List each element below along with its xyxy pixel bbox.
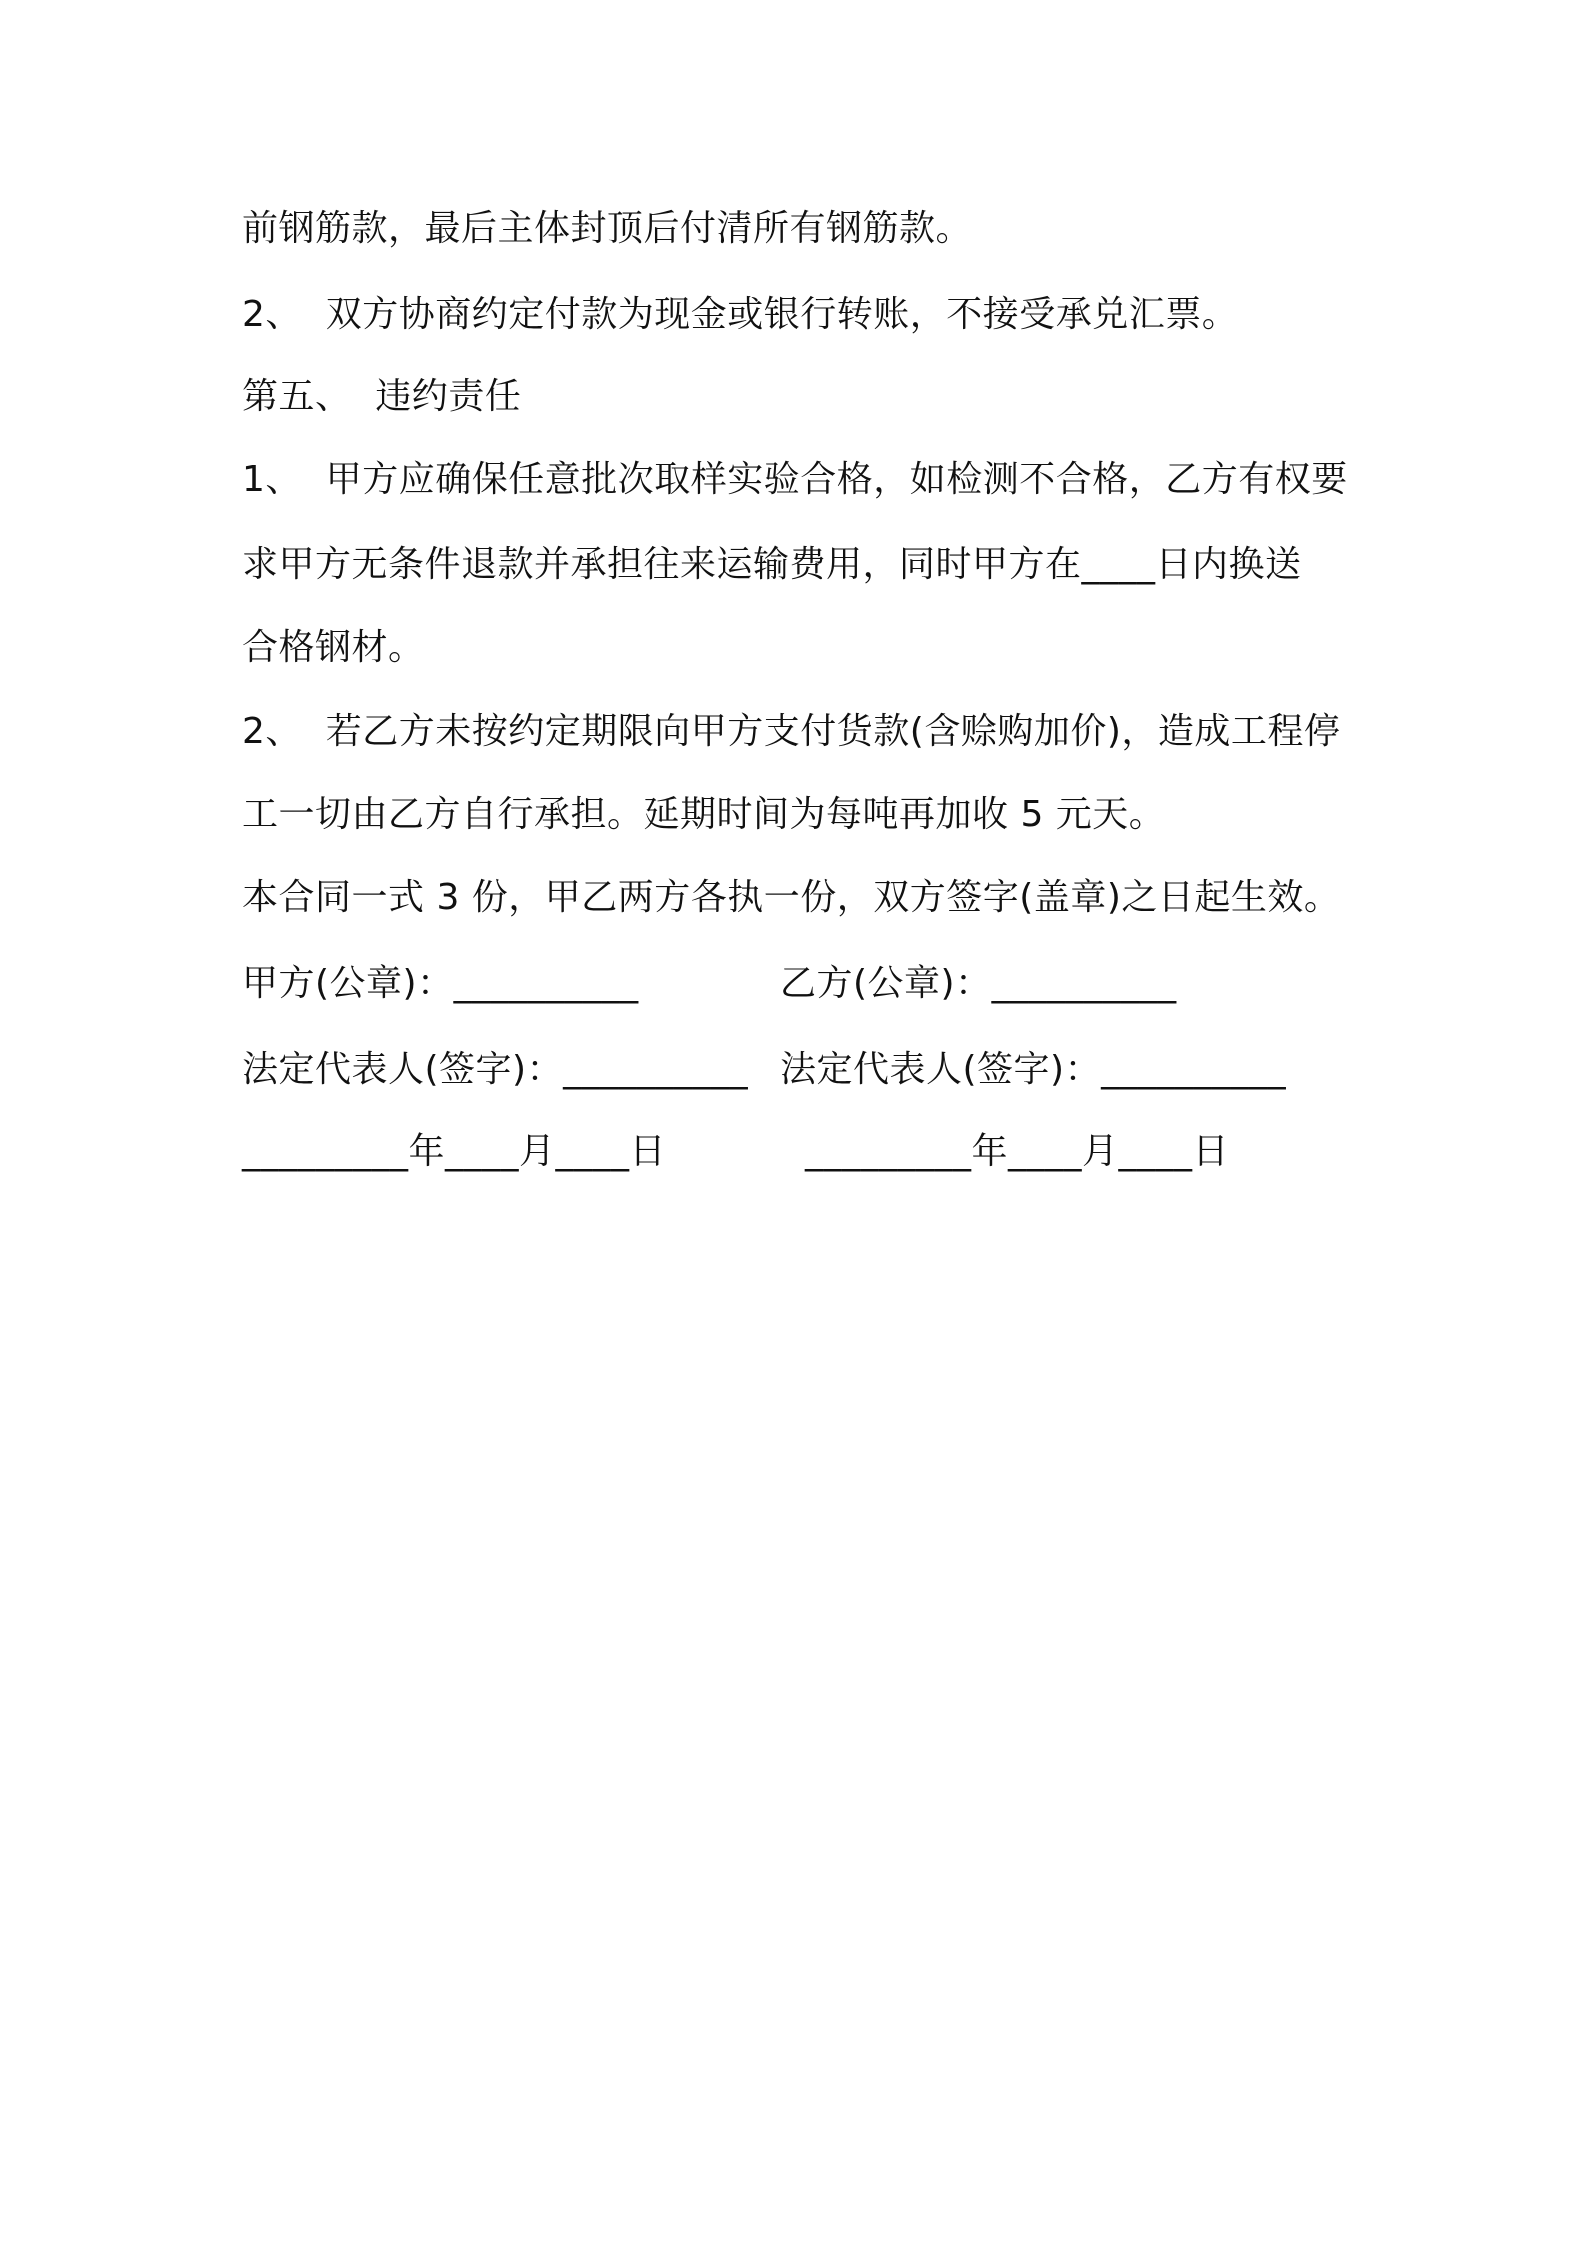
party-a-representative-line: 法定代表人(签字)：__________ — [242, 1049, 749, 1090]
text-line: 2、 若乙方未按约定期限向甲方支付货款(含赊购加价)，造成工程停 — [242, 711, 1341, 752]
party-a-seal-line: 甲方(公章)：__________ — [242, 963, 639, 1004]
party-a-date-line: _________年____月____日 — [242, 1131, 666, 1172]
text-line: 求甲方无条件退款并承担往来运输费用，同时甲方在____日内换送 — [242, 544, 1302, 585]
text-line: 工一切由乙方自行承担。延期时间为每吨再加收 5 元天。 — [242, 794, 1166, 835]
section-heading: 第五、 违约责任 — [242, 376, 522, 417]
text-line: 本合同一式 3 份，甲乙两方各执一份，双方签字(盖章)之日起生效。 — [242, 877, 1341, 918]
text-line: 1、 甲方应确保任意批次取样实验合格，如检测不合格，乙方有权要 — [242, 459, 1348, 500]
text-line: 合格钢材。 — [242, 627, 425, 668]
party-b-date-line: _________年____月____日 — [805, 1131, 1229, 1172]
text-line: 2、 双方协商约定付款为现金或银行转账，不接受承兑汇票。 — [242, 294, 1239, 335]
party-b-seal-line: 乙方(公章)：__________ — [780, 963, 1177, 1004]
party-b-representative-line: 法定代表人(签字)：__________ — [780, 1049, 1287, 1090]
text-line: 前钢筋款，最后主体封顶后付清所有钢筋款。 — [242, 208, 973, 249]
